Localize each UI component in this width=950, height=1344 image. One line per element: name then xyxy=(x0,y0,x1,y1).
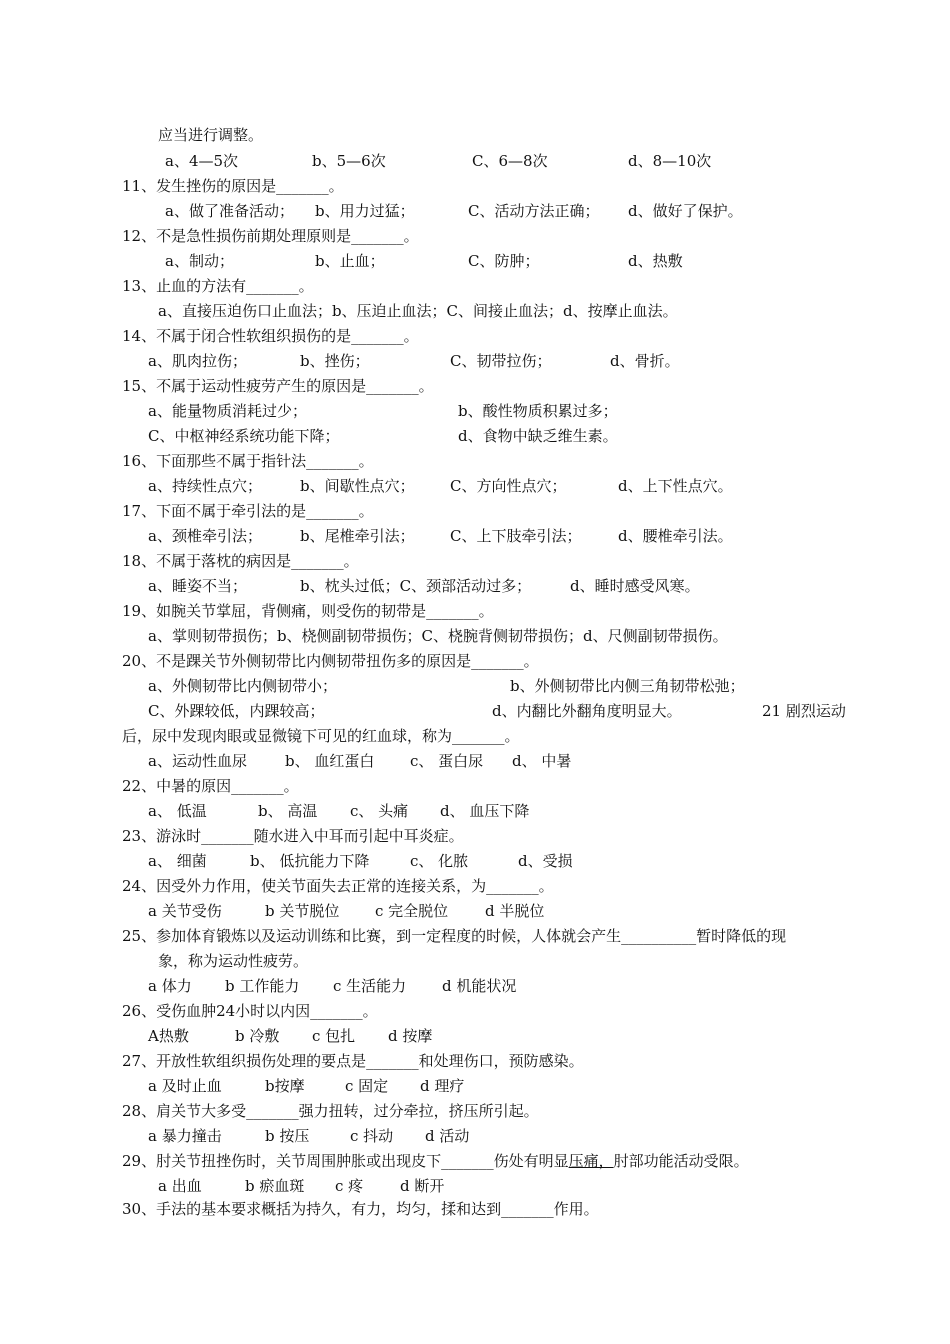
option-d: d 活动 xyxy=(425,1127,470,1145)
options-line: a、掌则韧带损伤；b、桡侧副韧带损伤；C、桡腕背侧韧带损伤；d、尺侧副韧带损伤。 xyxy=(148,627,728,645)
option-d: d、腰椎牵引法。 xyxy=(618,527,733,545)
option-c: c、 蛋白尿 xyxy=(410,752,484,770)
question-27: 27、开放性软组织损伤处理的要点是_______和处理伤口，预防感染。 xyxy=(122,1052,584,1070)
option-c: c 完全脱位 xyxy=(375,902,449,920)
text-line: 应当进行调整。 xyxy=(158,126,264,144)
option-c: c 固定 xyxy=(345,1077,389,1095)
option-c: c 疼 xyxy=(335,1177,364,1195)
option-b: b 按压 xyxy=(265,1127,310,1145)
option-d: d、8—10次 xyxy=(628,152,712,170)
option-b: b 关节脱位 xyxy=(265,902,340,920)
option-c: c 包扎 xyxy=(312,1027,356,1045)
option-d: d、受损 xyxy=(518,852,573,870)
question-26: 26、受伤血肿24小时以内因_______。 xyxy=(122,1002,378,1020)
option-a: a、 细菌 xyxy=(148,852,207,870)
option-c: C、6—8次 xyxy=(472,152,548,170)
option-d: d、 中暑 xyxy=(512,752,572,770)
option-b: b、 低抗能力下降 xyxy=(250,852,370,870)
option-c: C、方向性点穴； xyxy=(450,477,567,495)
question-17: 17、下面不属于牵引法的是_______。 xyxy=(122,502,374,520)
question-22: 22、中暑的原因_______。 xyxy=(122,777,299,795)
option-d: d 机能状况 xyxy=(442,977,517,995)
question-25: 25、参加体育锻炼以及运动训练和比赛，到一定程度的时候，人体就会产生__________暂时降低的现 xyxy=(122,927,787,945)
option-a: A热敷 xyxy=(148,1027,189,1045)
options-line: a、直接压迫伤口止血法；b、压迫止血法；C、间接止血法；d、按摩止血法。 xyxy=(158,302,678,320)
question-29 xyxy=(122,1151,749,1171)
option-d: d 按摩 xyxy=(388,1027,433,1045)
option-b: b、尾椎牵引法； xyxy=(300,527,415,545)
option-c: C、防肿； xyxy=(468,252,540,270)
option-d: d、 血压下降 xyxy=(440,802,530,820)
option-c: c、 头痛 xyxy=(350,802,409,820)
option-a: a、做了准备活动； xyxy=(165,202,294,220)
option-a: a 出血 xyxy=(158,1177,202,1195)
option-d: d、做好了保护。 xyxy=(628,202,743,220)
option-a: a、外侧韧带比内侧韧带小； xyxy=(148,677,337,695)
option-b: b、止血； xyxy=(315,252,385,270)
question-19: 19、如腕关节掌屈，背侧痛，则受伤的韧带是_______。 xyxy=(122,602,494,620)
question-29-tail: 肘部功能活动受限。 xyxy=(613,1152,749,1170)
option-c: C、外踝较低，内踝较高； xyxy=(148,702,325,720)
option-b: b、5—6次 xyxy=(312,152,386,170)
option-a: a、 低温 xyxy=(148,802,207,820)
question-21: 后，尿中发现肉眼或显微镜下可见的红血球，称为_______。 xyxy=(122,727,520,745)
question-23: 23、游泳时_______随水进入中耳而引起中耳炎症。 xyxy=(122,827,464,845)
option-c: c 抖动 xyxy=(350,1127,394,1145)
option-d: d 理疗 xyxy=(420,1077,465,1095)
option-a: a、4—5次 xyxy=(165,152,239,170)
question-21-start: 21 剧烈运动 xyxy=(762,702,846,720)
option-b: b、枕头过低；C、颈部活动过多； xyxy=(300,577,532,595)
option-c: c、 化脓 xyxy=(410,852,469,870)
option-d: d 半脱位 xyxy=(485,902,545,920)
option-b: b 瘀血斑 xyxy=(245,1177,305,1195)
option-a: a 体力 xyxy=(148,977,192,995)
option-a: a 关节受伤 xyxy=(148,902,222,920)
option-d: d 断开 xyxy=(400,1177,445,1195)
option-a: a 及时止血 xyxy=(148,1077,222,1095)
option-d: d、内翻比外翻角度明显大。 xyxy=(492,702,682,720)
option-b: b按摩 xyxy=(265,1077,305,1095)
option-a: a 暴力撞击 xyxy=(148,1127,222,1145)
question-18: 18、不属于落枕的病因是_______。 xyxy=(122,552,359,570)
option-a: a、肌肉拉伤； xyxy=(148,352,247,370)
underlined-text: 压痛， xyxy=(568,1152,614,1170)
question-13: 13、止血的方法有_______。 xyxy=(122,277,314,295)
option-c: C、韧带拉伤； xyxy=(450,352,552,370)
question-28: 28、肩关节大多受_______强力扭转，过分牵拉，挤压所引起。 xyxy=(122,1102,539,1120)
option-d: d、食物中缺乏维生素。 xyxy=(458,427,618,445)
question-16: 16、下面那些不属于指针法_______。 xyxy=(122,452,374,470)
option-b: b 工作能力 xyxy=(225,977,300,995)
option-b: b、外侧韧带比内侧三角韧带松弛； xyxy=(510,677,745,695)
option-b: b、用力过猛； xyxy=(315,202,415,220)
question-15: 15、不属于运动性疲劳产生的原因是_______。 xyxy=(122,377,434,395)
question-24: 24、因受外力作用，使关节面失去正常的连接关系，为_______。 xyxy=(122,877,554,895)
option-b: b、挫伤； xyxy=(300,352,370,370)
option-c: c 生活能力 xyxy=(333,977,407,995)
question-11: 11、发生挫伤的原因是_______。 xyxy=(122,177,344,195)
option-b: b、 高温 xyxy=(258,802,318,820)
option-c: C、上下肢牵引法； xyxy=(450,527,582,545)
question-30: 30、手法的基本要求概括为持久，有力，均匀，揉和达到_______作用。 xyxy=(122,1200,599,1218)
option-a: a、运动性血尿 xyxy=(148,752,247,770)
option-b: b、酸性物质积累过多； xyxy=(458,402,618,420)
question-12: 12、不是急性损伤前期处理原则是_______。 xyxy=(122,227,419,245)
option-b: b、 血红蛋白 xyxy=(285,752,375,770)
option-a: a、颈椎牵引法； xyxy=(148,527,262,545)
option-a: a、持续性点穴； xyxy=(148,477,262,495)
option-d: d、睡时感受风寒。 xyxy=(570,577,700,595)
option-c: C、中枢神经系统功能下降； xyxy=(148,427,340,445)
question-29-text: 29、肘关节扭挫伤时，关节周围肿胀或出现皮下_______伤处有明显 xyxy=(122,1152,569,1170)
question-14: 14、不属于闭合性软组织损伤的是_______。 xyxy=(122,327,419,345)
option-d: d、上下性点穴。 xyxy=(618,477,733,495)
option-c: C、活动方法正确； xyxy=(468,202,600,220)
option-b: b、间歇性点穴； xyxy=(300,477,415,495)
question-20: 20、不是踝关节外侧韧带比内侧韧带扭伤多的原因是_______。 xyxy=(122,652,539,670)
question-25-cont: 象，称为运动性疲劳。 xyxy=(158,952,309,970)
option-a: a、能量物质消耗过少； xyxy=(148,402,307,420)
option-d: d、热敷 xyxy=(628,252,683,270)
option-b: b 冷敷 xyxy=(235,1027,280,1045)
option-a: a、睡姿不当； xyxy=(148,577,247,595)
option-d: d、骨折。 xyxy=(610,352,680,370)
option-a: a、制动； xyxy=(165,252,234,270)
